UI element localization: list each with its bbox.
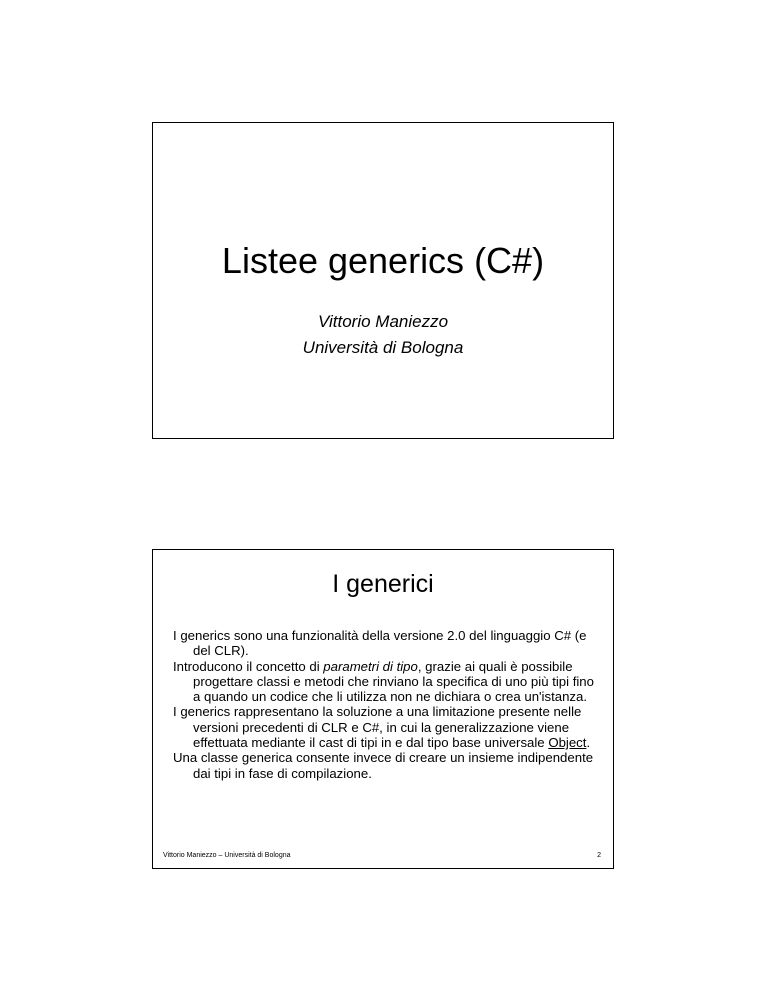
page-number: 2 — [597, 852, 601, 859]
paragraph-4: Una classe generica consente invece di creare un insieme indipendente dai tipi in fase di compilazione. — [173, 750, 594, 781]
text-span: , grazie ai quali è possibile progettare classi e metodi che rinviano la specifica di uno più tipi fino a quando un codice che li utilizza non ne dichiara o crea un'istanza. — [193, 658, 594, 705]
italic-term: parametri di tipo — [323, 658, 418, 674]
text-span: . — [586, 735, 591, 751]
paragraph-2 — [173, 659, 603, 705]
slide-title: I generici — [332, 570, 434, 598]
text-span: I generics rappresentano la soluzione a una limitazione presente nelle versioni precedenti di CLR e C#, in cui la generalizzazione viene effettuata mediante il cast di tipi in e dal tipo base universale — [173, 704, 582, 751]
author-name: Vittorio Maniezzo — [317, 312, 449, 331]
title-slide — [152, 122, 614, 439]
paragraph-3 — [173, 704, 603, 750]
content-slide — [152, 549, 614, 869]
paragraph-1: I generics sono una funzionalità della versione 2.0 del linguaggio C# (e del CLR). — [173, 628, 587, 659]
slide-title: Listee generics (C#) — [221, 240, 545, 281]
text-span: Introducono il concetto di — [173, 658, 324, 674]
slide-body — [173, 628, 603, 781]
object-link[interactable]: Object — [548, 735, 587, 751]
affiliation: Università di Bologna — [302, 338, 464, 357]
footer-author: Vittorio Maniezzo – Università di Bologna — [163, 852, 291, 859]
